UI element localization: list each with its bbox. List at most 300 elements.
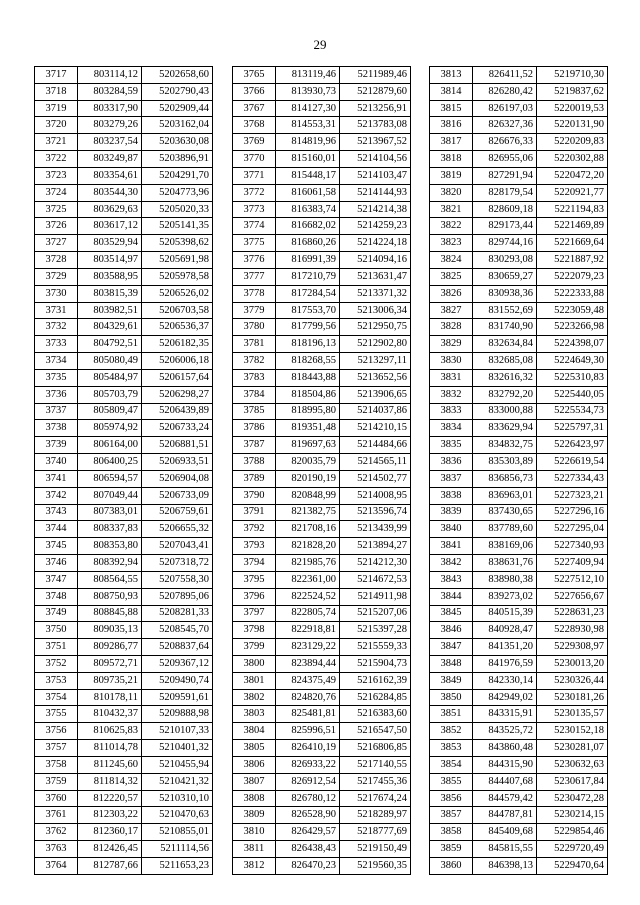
table-row — [430, 756, 608, 773]
table-row — [430, 655, 608, 672]
x-coordinate: 820190,19 — [276, 470, 340, 487]
point-number: 3755 — [35, 706, 78, 723]
table-row — [430, 369, 608, 386]
table-row — [430, 386, 608, 403]
y-coordinate: 5225534,73 — [537, 403, 608, 420]
y-coordinate: 5214103,47 — [340, 167, 411, 184]
point-number: 3786 — [233, 420, 276, 437]
y-coordinate: 5228631,23 — [537, 605, 608, 622]
point-number: 3725 — [35, 201, 78, 218]
x-coordinate: 811245,60 — [78, 756, 142, 773]
x-coordinate: 824375,49 — [276, 672, 340, 689]
y-coordinate: 5202909,44 — [142, 100, 213, 117]
point-number: 3795 — [233, 571, 276, 588]
y-coordinate: 5219710,30 — [537, 67, 608, 84]
point-number: 3778 — [233, 285, 276, 302]
table-row — [430, 218, 608, 235]
table-row — [35, 117, 213, 134]
table-row — [35, 487, 213, 504]
y-coordinate: 5219837,62 — [537, 83, 608, 100]
table-row — [233, 857, 411, 874]
y-coordinate: 5225310,83 — [537, 369, 608, 386]
point-number: 3747 — [35, 571, 78, 588]
point-number: 3831 — [430, 369, 473, 386]
table-row — [430, 555, 608, 572]
x-coordinate: 818443,88 — [276, 369, 340, 386]
point-number: 3824 — [430, 252, 473, 269]
table-row — [430, 252, 608, 269]
point-number: 3818 — [430, 151, 473, 168]
x-coordinate: 826410,19 — [276, 740, 340, 757]
x-coordinate: 842330,14 — [473, 672, 537, 689]
y-coordinate: 5214104,56 — [340, 151, 411, 168]
point-number: 3722 — [35, 151, 78, 168]
x-coordinate: 844787,81 — [473, 807, 537, 824]
y-coordinate: 5224398,07 — [537, 336, 608, 353]
point-number: 3816 — [430, 117, 473, 134]
point-number: 3748 — [35, 588, 78, 605]
y-coordinate: 5227295,04 — [537, 521, 608, 538]
point-number: 3806 — [233, 756, 276, 773]
y-coordinate: 5227323,21 — [537, 487, 608, 504]
point-number: 3819 — [430, 167, 473, 184]
point-number: 3780 — [233, 319, 276, 336]
x-coordinate: 835303,89 — [473, 454, 537, 471]
y-coordinate: 5205691,98 — [142, 252, 213, 269]
x-coordinate: 838631,76 — [473, 555, 537, 572]
x-coordinate: 823894,44 — [276, 655, 340, 672]
point-number: 3756 — [35, 723, 78, 740]
x-coordinate: 819697,63 — [276, 437, 340, 454]
x-coordinate: 829744,16 — [473, 235, 537, 252]
point-number: 3777 — [233, 268, 276, 285]
point-number: 3845 — [430, 605, 473, 622]
x-coordinate: 808337,83 — [78, 521, 142, 538]
point-number: 3753 — [35, 672, 78, 689]
x-coordinate: 814553,31 — [276, 117, 340, 134]
x-coordinate: 803982,51 — [78, 302, 142, 319]
coordinates-table-2 — [232, 66, 411, 875]
point-number: 3821 — [430, 201, 473, 218]
point-number: 3742 — [35, 487, 78, 504]
table-row — [35, 807, 213, 824]
y-coordinate: 5221469,89 — [537, 218, 608, 235]
x-coordinate: 830659,27 — [473, 268, 537, 285]
x-coordinate: 845409,68 — [473, 824, 537, 841]
table-row — [35, 555, 213, 572]
table-row — [233, 655, 411, 672]
point-number: 3840 — [430, 521, 473, 538]
point-number: 3860 — [430, 857, 473, 874]
table-row — [430, 201, 608, 218]
point-number: 3814 — [430, 83, 473, 100]
point-number: 3799 — [233, 639, 276, 656]
x-coordinate: 803544,30 — [78, 184, 142, 201]
table-row — [35, 336, 213, 353]
y-coordinate: 5218289,97 — [340, 807, 411, 824]
x-coordinate: 823129,22 — [276, 639, 340, 656]
x-coordinate: 808392,94 — [78, 555, 142, 572]
x-coordinate: 816860,26 — [276, 235, 340, 252]
y-coordinate: 5220921,77 — [537, 184, 608, 201]
table-row — [233, 336, 411, 353]
point-number: 3849 — [430, 672, 473, 689]
point-number: 3854 — [430, 756, 473, 773]
x-coordinate: 810625,83 — [78, 723, 142, 740]
table-row — [233, 151, 411, 168]
point-number: 3782 — [233, 353, 276, 370]
x-coordinate: 812426,45 — [78, 841, 142, 858]
point-number: 3826 — [430, 285, 473, 302]
table-row — [35, 655, 213, 672]
table-row — [430, 538, 608, 555]
table-row — [35, 639, 213, 656]
table-row — [430, 740, 608, 757]
point-number: 3800 — [233, 655, 276, 672]
x-coordinate: 810432,37 — [78, 706, 142, 723]
y-coordinate: 5215559,33 — [340, 639, 411, 656]
y-coordinate: 5215397,28 — [340, 622, 411, 639]
point-number: 3803 — [233, 706, 276, 723]
table-row — [35, 454, 213, 471]
table-row — [430, 689, 608, 706]
table-row — [35, 538, 213, 555]
table-row — [233, 83, 411, 100]
table-row — [233, 201, 411, 218]
point-number: 3779 — [233, 302, 276, 319]
x-coordinate: 803617,12 — [78, 218, 142, 235]
y-coordinate: 5213783,08 — [340, 117, 411, 134]
y-coordinate: 5206006,18 — [142, 353, 213, 370]
point-number: 3783 — [233, 369, 276, 386]
y-coordinate: 5222333,88 — [537, 285, 608, 302]
y-coordinate: 5214212,30 — [340, 555, 411, 572]
x-coordinate: 824820,76 — [276, 689, 340, 706]
table-row — [430, 100, 608, 117]
y-coordinate: 5214008,95 — [340, 487, 411, 504]
x-coordinate: 806400,25 — [78, 454, 142, 471]
x-coordinate: 803354,61 — [78, 167, 142, 184]
point-number: 3844 — [430, 588, 473, 605]
x-coordinate: 811014,78 — [78, 740, 142, 757]
table-row — [35, 285, 213, 302]
y-coordinate: 5215207,06 — [340, 605, 411, 622]
x-coordinate: 825481,81 — [276, 706, 340, 723]
y-coordinate: 5210470,63 — [142, 807, 213, 824]
table-row — [430, 723, 608, 740]
table-row — [233, 639, 411, 656]
y-coordinate: 5230013,20 — [537, 655, 608, 672]
table-row — [35, 353, 213, 370]
y-coordinate: 5221887,92 — [537, 252, 608, 269]
point-number: 3727 — [35, 235, 78, 252]
y-coordinate: 5210401,32 — [142, 740, 213, 757]
table-row — [35, 134, 213, 151]
table-row — [430, 319, 608, 336]
y-coordinate: 5223266,98 — [537, 319, 608, 336]
x-coordinate: 815160,01 — [276, 151, 340, 168]
point-number: 3790 — [233, 487, 276, 504]
x-coordinate: 836963,01 — [473, 487, 537, 504]
y-coordinate: 5214144,93 — [340, 184, 411, 201]
y-coordinate: 5216806,85 — [340, 740, 411, 757]
point-number: 3809 — [233, 807, 276, 824]
point-number: 3749 — [35, 605, 78, 622]
table-row — [233, 134, 411, 151]
point-number: 3807 — [233, 773, 276, 790]
x-coordinate: 826280,42 — [473, 83, 537, 100]
x-coordinate: 826955,06 — [473, 151, 537, 168]
x-coordinate: 840515,39 — [473, 605, 537, 622]
table-row — [233, 706, 411, 723]
y-coordinate: 5205978,58 — [142, 268, 213, 285]
x-coordinate: 826933,22 — [276, 756, 340, 773]
point-number: 3758 — [35, 756, 78, 773]
y-coordinate: 5225440,05 — [537, 386, 608, 403]
x-coordinate: 803529,94 — [78, 235, 142, 252]
y-coordinate: 5212950,75 — [340, 319, 411, 336]
table-row — [430, 807, 608, 824]
x-coordinate: 844407,68 — [473, 773, 537, 790]
y-coordinate: 5204773,96 — [142, 184, 213, 201]
table-row — [233, 807, 411, 824]
x-coordinate: 816682,02 — [276, 218, 340, 235]
table-row — [233, 824, 411, 841]
table-row — [35, 235, 213, 252]
table-row — [35, 504, 213, 521]
table-row — [430, 437, 608, 454]
y-coordinate: 5214911,98 — [340, 588, 411, 605]
point-number: 3828 — [430, 319, 473, 336]
point-number: 3801 — [233, 672, 276, 689]
point-number: 3843 — [430, 571, 473, 588]
table-row — [233, 302, 411, 319]
point-number: 3762 — [35, 824, 78, 841]
y-coordinate: 5209888,98 — [142, 706, 213, 723]
x-coordinate: 828179,54 — [473, 184, 537, 201]
point-number: 3834 — [430, 420, 473, 437]
table-row — [430, 487, 608, 504]
point-number: 3841 — [430, 538, 473, 555]
table-row — [35, 672, 213, 689]
x-coordinate: 805484,97 — [78, 369, 142, 386]
point-number: 3842 — [430, 555, 473, 572]
table-row — [430, 268, 608, 285]
point-number: 3853 — [430, 740, 473, 757]
y-coordinate: 5230326,44 — [537, 672, 608, 689]
x-coordinate: 832634,84 — [473, 336, 537, 353]
y-coordinate: 5207558,30 — [142, 571, 213, 588]
y-coordinate: 5204291,70 — [142, 167, 213, 184]
table-row — [233, 723, 411, 740]
point-number: 3735 — [35, 369, 78, 386]
table-row — [233, 538, 411, 555]
point-number: 3827 — [430, 302, 473, 319]
point-number: 3829 — [430, 336, 473, 353]
point-number: 3764 — [35, 857, 78, 874]
y-coordinate: 5214224,18 — [340, 235, 411, 252]
x-coordinate: 812303,22 — [78, 807, 142, 824]
point-number: 3732 — [35, 319, 78, 336]
table-row — [233, 689, 411, 706]
table-row — [430, 824, 608, 841]
point-number: 3784 — [233, 386, 276, 403]
x-coordinate: 814819,96 — [276, 134, 340, 151]
y-coordinate: 5211989,46 — [340, 67, 411, 84]
y-coordinate: 5229470,64 — [537, 857, 608, 874]
table-row — [233, 487, 411, 504]
x-coordinate: 846398,13 — [473, 857, 537, 874]
x-coordinate: 826912,54 — [276, 773, 340, 790]
x-coordinate: 810178,11 — [78, 689, 142, 706]
table-row — [430, 622, 608, 639]
x-coordinate: 845815,55 — [473, 841, 537, 858]
table-row — [233, 67, 411, 84]
y-coordinate: 5208545,70 — [142, 622, 213, 639]
point-number: 3823 — [430, 235, 473, 252]
x-coordinate: 826411,52 — [473, 67, 537, 84]
y-coordinate: 5227409,94 — [537, 555, 608, 572]
point-number: 3789 — [233, 470, 276, 487]
point-number: 3739 — [35, 437, 78, 454]
x-coordinate: 833629,94 — [473, 420, 537, 437]
x-coordinate: 809286,77 — [78, 639, 142, 656]
y-coordinate: 5230181,26 — [537, 689, 608, 706]
point-number: 3737 — [35, 403, 78, 420]
point-number: 3805 — [233, 740, 276, 757]
point-number: 3769 — [233, 134, 276, 151]
table-row — [35, 67, 213, 84]
x-coordinate: 812787,66 — [78, 857, 142, 874]
point-number: 3744 — [35, 521, 78, 538]
x-coordinate: 814127,30 — [276, 100, 340, 117]
x-coordinate: 838169,06 — [473, 538, 537, 555]
x-coordinate: 822524,52 — [276, 588, 340, 605]
point-number: 3804 — [233, 723, 276, 740]
x-coordinate: 832685,08 — [473, 353, 537, 370]
table-row — [35, 689, 213, 706]
table-row — [430, 790, 608, 807]
point-number: 3815 — [430, 100, 473, 117]
point-number: 3855 — [430, 773, 473, 790]
x-coordinate: 843525,72 — [473, 723, 537, 740]
point-number: 3839 — [430, 504, 473, 521]
y-coordinate: 5206655,32 — [142, 521, 213, 538]
table-row — [35, 773, 213, 790]
table-row — [430, 285, 608, 302]
y-coordinate: 5227296,16 — [537, 504, 608, 521]
y-coordinate: 5216547,50 — [340, 723, 411, 740]
table-row — [35, 167, 213, 184]
y-coordinate: 5217674,24 — [340, 790, 411, 807]
y-coordinate: 5220019,53 — [537, 100, 608, 117]
table-row — [233, 841, 411, 858]
y-coordinate: 5216284,85 — [340, 689, 411, 706]
table-row — [35, 790, 213, 807]
x-coordinate: 816991,39 — [276, 252, 340, 269]
table-row — [430, 134, 608, 151]
x-coordinate: 834832,75 — [473, 437, 537, 454]
point-number: 3794 — [233, 555, 276, 572]
y-coordinate: 5210310,10 — [142, 790, 213, 807]
x-coordinate: 813930,73 — [276, 83, 340, 100]
x-coordinate: 804329,61 — [78, 319, 142, 336]
y-coordinate: 5228930,98 — [537, 622, 608, 639]
x-coordinate: 837789,60 — [473, 521, 537, 538]
x-coordinate: 844579,42 — [473, 790, 537, 807]
point-number: 3771 — [233, 167, 276, 184]
y-coordinate: 5212902,80 — [340, 336, 411, 353]
x-coordinate: 813119,46 — [276, 67, 340, 84]
y-coordinate: 5220131,90 — [537, 117, 608, 134]
table-row — [430, 167, 608, 184]
table-row — [233, 268, 411, 285]
y-coordinate: 5213631,47 — [340, 268, 411, 285]
point-number: 3740 — [35, 454, 78, 471]
x-coordinate: 805080,49 — [78, 353, 142, 370]
x-coordinate: 808750,93 — [78, 588, 142, 605]
table-row — [233, 790, 411, 807]
table-row — [35, 302, 213, 319]
point-number: 3770 — [233, 151, 276, 168]
point-number: 3812 — [233, 857, 276, 874]
x-coordinate: 803588,95 — [78, 268, 142, 285]
x-coordinate: 808353,80 — [78, 538, 142, 555]
x-coordinate: 818995,80 — [276, 403, 340, 420]
table-row — [430, 672, 608, 689]
table-row — [35, 588, 213, 605]
y-coordinate: 5227334,43 — [537, 470, 608, 487]
page-number: 29 — [313, 37, 327, 52]
point-number: 3741 — [35, 470, 78, 487]
y-coordinate: 5203162,04 — [142, 117, 213, 134]
y-coordinate: 5207895,06 — [142, 588, 213, 605]
table-row — [233, 571, 411, 588]
x-coordinate: 817553,70 — [276, 302, 340, 319]
table-row — [430, 504, 608, 521]
y-coordinate: 5205398,62 — [142, 235, 213, 252]
x-coordinate: 803514,97 — [78, 252, 142, 269]
table-row — [35, 723, 213, 740]
x-coordinate: 807383,01 — [78, 504, 142, 521]
x-coordinate: 826676,33 — [473, 134, 537, 151]
x-coordinate: 828609,18 — [473, 201, 537, 218]
x-coordinate: 842949,02 — [473, 689, 537, 706]
x-coordinate: 809735,21 — [78, 672, 142, 689]
x-coordinate: 808564,55 — [78, 571, 142, 588]
x-coordinate: 803629,63 — [78, 201, 142, 218]
y-coordinate: 5206733,24 — [142, 420, 213, 437]
y-coordinate: 5230135,57 — [537, 706, 608, 723]
y-coordinate: 5230632,63 — [537, 756, 608, 773]
table-row — [430, 639, 608, 656]
point-number: 3781 — [233, 336, 276, 353]
table-row — [430, 117, 608, 134]
point-number: 3838 — [430, 487, 473, 504]
x-coordinate: 833000,88 — [473, 403, 537, 420]
x-coordinate: 816061,58 — [276, 184, 340, 201]
y-coordinate: 5230152,18 — [537, 723, 608, 740]
table-row — [35, 521, 213, 538]
point-number: 3767 — [233, 100, 276, 117]
y-coordinate: 5216162,39 — [340, 672, 411, 689]
table-row — [430, 521, 608, 538]
table-row — [233, 167, 411, 184]
y-coordinate: 5207318,72 — [142, 555, 213, 572]
point-number: 3798 — [233, 622, 276, 639]
point-number: 3856 — [430, 790, 473, 807]
point-number: 3773 — [233, 201, 276, 218]
